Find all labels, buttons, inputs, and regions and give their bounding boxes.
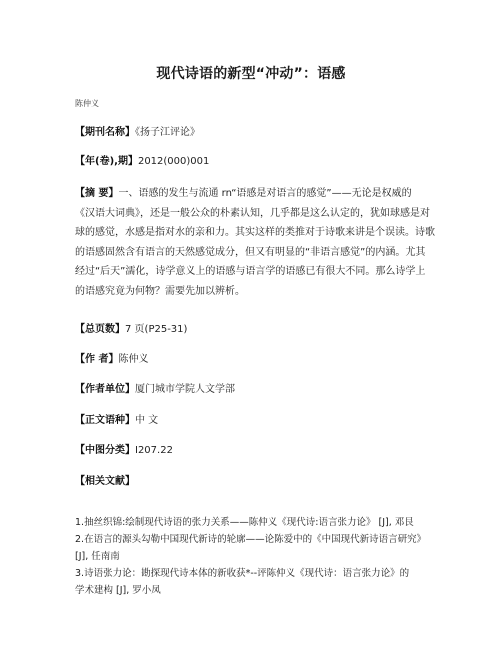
reference-line-3: [J], 任南南 — [75, 551, 120, 562]
language-field — [75, 414, 158, 428]
classification-label: 【中图分类】 — [75, 445, 135, 456]
abstract-text: 一、语感的发生与流通 rn“语感是对语言的感觉”——无论是权威的 — [118, 188, 412, 199]
classification-field — [75, 444, 173, 458]
authors-field — [75, 353, 148, 367]
year-field — [75, 155, 209, 169]
author-name: 陈仲义 — [75, 99, 99, 108]
references-list — [75, 514, 447, 599]
reference-line-5: 学术建构 [J], 罗小凤 — [75, 585, 161, 596]
related-label: 【相关文献】 — [75, 476, 135, 487]
abstract-line-2: 《汉语大词典》，还是一般公众的朴素认知，几乎都是这么认定的，犹如球感是对 — [75, 207, 430, 219]
abstract-line-4: 的语感固然含有语言的天然感觉成分，但又有明显的“非语言感觉”的内涵。尤其 — [75, 246, 426, 258]
abstract-line-5: 经过“后天”濡化，诗学意义上的语感与语言学的语感已有很大不同。那么诗学上 — [75, 266, 426, 278]
journal-value: 《扬子江评论》 — [135, 127, 200, 138]
reference-line-1: 1.抽丝织锦:绘制现代诗语的张力关系——陈仲义《现代诗:语言张力论》 [J], 邓艮 — [75, 517, 414, 528]
pages-field — [75, 323, 187, 337]
language-value: 中 文 — [135, 415, 159, 426]
classification-value: I207.22 — [135, 445, 173, 456]
abstract-line-1 — [75, 184, 435, 204]
authors-label: 【作 者】 — [75, 354, 119, 365]
abstract-block — [75, 184, 435, 302]
year-value: 2012(000)001 — [137, 156, 210, 167]
pages-value: 7 页(P25-31) — [125, 324, 188, 335]
abstract-line-6: 的语感究竟为何物？需要先加以辨析。 — [75, 285, 245, 297]
affiliation-value: 厦门城市学院人文学部 — [135, 384, 235, 395]
language-label: 【正文语种】 — [75, 415, 135, 426]
journal-field — [75, 126, 200, 140]
document-title: 现代诗语的新型“冲动”：语感 — [156, 66, 346, 82]
authors-value: 陈仲义 — [118, 354, 149, 365]
abstract-line-3: 球的感觉，水感是指对水的亲和力。其实这样的类推对于诗歌来讲是个误读。诗歌 — [75, 227, 435, 239]
pages-label: 【总页数】 — [75, 324, 125, 335]
affiliation-field — [75, 383, 235, 397]
related-field — [75, 475, 135, 489]
year-label: 【年(卷),期】 — [75, 156, 138, 167]
journal-label: 【期刊名称】 — [75, 127, 135, 138]
abstract-label: 【摘 要】 — [75, 188, 119, 199]
reference-line-4: 3.诗语张力论：勘探现代诗本体的新收获*--评陈仲义《现代诗：语言张力论》的 — [75, 568, 410, 579]
affiliation-label: 【作者单位】 — [75, 384, 135, 395]
reference-line-2: 2.在语言的源头勾勒中国现代新诗的轮廓——论陈爱中的《中国现代新诗语言研究》 — [75, 534, 427, 545]
